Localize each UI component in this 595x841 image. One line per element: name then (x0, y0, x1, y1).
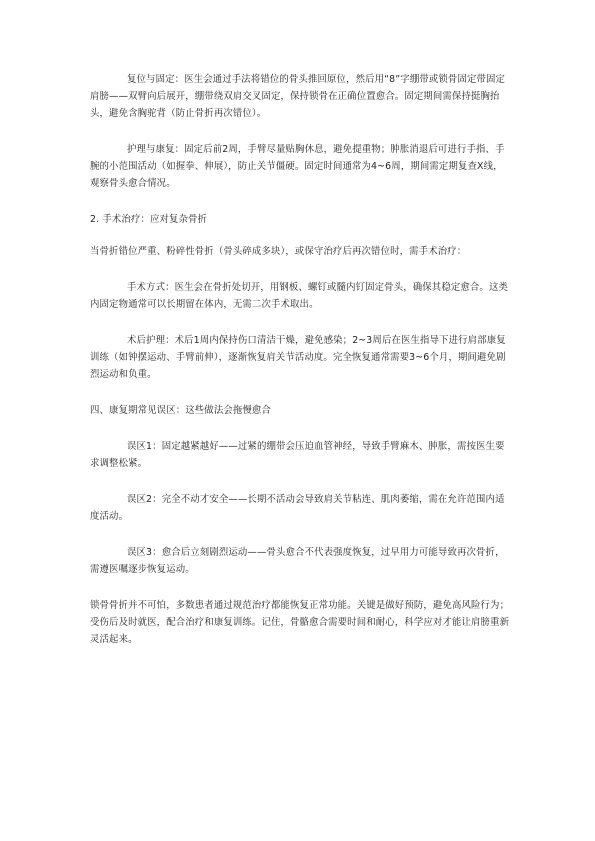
paragraph-conclusion: 锁骨骨折并不可怕，多数患者通过规范治疗都能恢复正常功能。关键是做好预防，避免高风险行为；受伤后及时就医，配合治疗和康复训练。记住，骨骼愈合需要时间和耐心，科学应对才能让肩膀重新灵活起来。 (90, 600, 510, 645)
paragraph-surgery-intro: 当骨折错位严重、粉碎性骨折（骨头碎成多块），或保守治疗后再次错位时，需手术治疗： (90, 246, 467, 257)
paragraph-postop: 术后护理：术后1周内保持伤口清洁干燥，避免感染；2~3周后在医生指导下进行肩部康复训练（如钟摆运动、手臂前伸），逐渐恢复肩关节活动度。完全恢复通常需要3~6个月，期间避免剧烈运动和负重。 (90, 335, 506, 380)
heading-surgery: 2. 手术治疗：应对复杂骨折 (90, 214, 208, 225)
paragraph-fixation: 复位与固定：医生会通过手法将错位的骨头推回原位，然后用“8”字绷带或锁骨固定带固定肩膀——双臂向后展开，绷带绕双肩交叉固定，保持锁骨在正确位置愈合。固定期间需保持挺胸抬头，避免含胸驼背（防止骨折再次错位）。 (90, 74, 506, 119)
paragraph-myth-3: 误区3：愈合后立刻剧烈运动——骨头愈合不代表强度恢复，过早用力可能导致再次骨折，需遵医嘱逐步恢复运动。 (90, 547, 505, 575)
paragraph-myth-1: 误区1：固定越紧越好——过紧的绷带会压迫血管神经，导致手臂麻木、肿胀，需按医生要求调整松紧。 (90, 441, 505, 469)
document-body (90, 71, 510, 648)
paragraph-surgery-method: 手术方式：医生会在骨折处切开，用钢板、螺钉或髓内钉固定骨头，确保其稳定愈合。这类内固定物通常可以长期留在体内，无需二次手术取出。 (90, 282, 509, 310)
paragraph-care: 护理与康复：固定后前2周，手臂尽量贴胸休息，避免提重物；肿胀消退后可进行手指、手腕的小范围活动（如握拳、伸展），防止关节僵硬。固定时间通常为4~6周，期间需定期复查X线，观察骨头愈合情况。 (90, 144, 505, 189)
heading-myths: 四、康复期常见误区：这些做法会拖慢愈合 (90, 405, 271, 416)
paragraph-myth-2: 误区2：完全不动才安全——长期不活动会导致肩关节粘连、肌肉萎缩，需在允许范围内适度活动。 (90, 494, 505, 522)
